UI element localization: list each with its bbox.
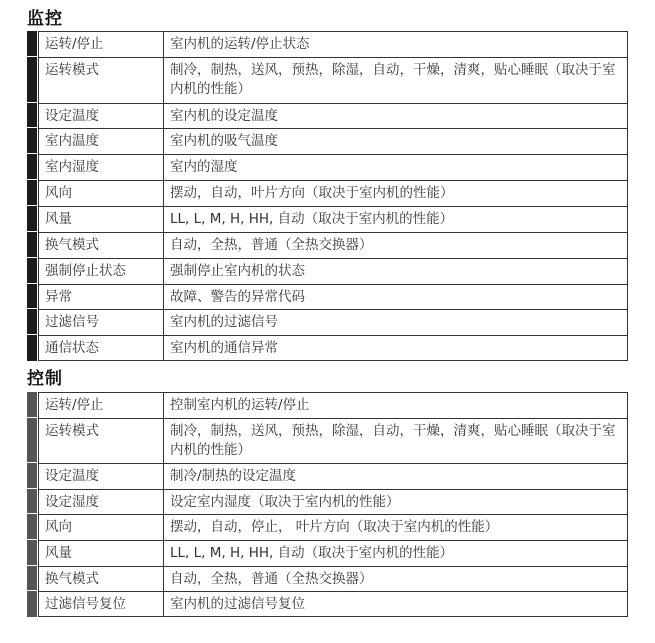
row-marker-strip bbox=[27, 206, 37, 232]
table-row bbox=[27, 103, 628, 128]
row-value: 摆动，自动，叶片方向（取决于室内机的性能） bbox=[163, 180, 628, 206]
row-value: 控制室内机的运转/停止 bbox=[163, 392, 628, 418]
row-key: 运转/停止 bbox=[38, 31, 163, 57]
row-marker-strip bbox=[27, 57, 37, 103]
table-row bbox=[27, 154, 628, 180]
row-value: 自动，全热，普通（全热交换器） bbox=[163, 566, 628, 591]
table-row bbox=[27, 206, 628, 232]
row-marker-strip bbox=[27, 180, 37, 206]
row-key: 风量 bbox=[38, 540, 163, 566]
row-key: 设定温度 bbox=[38, 103, 163, 128]
row-value: 室内的湿度 bbox=[163, 154, 628, 180]
row-value: 设定室内湿度（取决于室内机的性能） bbox=[163, 489, 628, 514]
row-value: 室内机的吸气温度 bbox=[163, 128, 628, 154]
table-row bbox=[27, 232, 628, 258]
row-value: LL, L, M, H, HH, 自动（取决于室内机的性能） bbox=[163, 206, 628, 232]
row-value: 室内机的通信异常 bbox=[163, 335, 628, 361]
row-key: 设定湿度 bbox=[38, 489, 163, 514]
row-value: 自动，全热，普通（全热交换器） bbox=[163, 232, 628, 258]
row-marker-strip bbox=[27, 103, 37, 128]
row-key: 换气模式 bbox=[38, 566, 163, 591]
row-marker-strip bbox=[27, 540, 37, 566]
table-row bbox=[27, 540, 628, 566]
row-marker-strip bbox=[27, 31, 37, 57]
table-row bbox=[27, 57, 628, 103]
row-value: 室内机的过滤信号复位 bbox=[163, 591, 628, 617]
row-key: 异常 bbox=[38, 284, 163, 309]
row-value: LL, L, M, H, HH, 自动（取决于室内机的性能） bbox=[163, 540, 628, 566]
row-marker-strip bbox=[27, 418, 37, 463]
row-value: 制冷，制热，送风，预热，除湿，自动，干燥，清爽，贴心睡眠（取决于室内机的性能） bbox=[163, 418, 628, 463]
table-row bbox=[27, 418, 628, 463]
table-row bbox=[27, 128, 628, 154]
table-row bbox=[27, 309, 628, 335]
row-marker-strip bbox=[27, 463, 37, 489]
row-marker-strip bbox=[27, 392, 37, 418]
row-marker-strip bbox=[27, 154, 37, 180]
row-marker-strip bbox=[27, 232, 37, 258]
row-key: 室内温度 bbox=[38, 128, 163, 154]
row-value: 制冷，制热，送风，预热，除湿，自动，干燥，清爽，贴心睡眠（取决于室内机的性能） bbox=[163, 57, 628, 103]
row-marker-strip bbox=[27, 591, 37, 617]
row-marker-strip bbox=[27, 489, 37, 514]
table-row bbox=[27, 31, 628, 57]
row-key: 设定温度 bbox=[38, 463, 163, 489]
row-key: 室内湿度 bbox=[38, 154, 163, 180]
table-row bbox=[27, 392, 628, 418]
table-row bbox=[27, 566, 628, 591]
table-row bbox=[27, 514, 628, 540]
row-key: 风向 bbox=[38, 180, 163, 206]
row-key: 运转模式 bbox=[38, 57, 163, 103]
row-key: 强制停止状态 bbox=[38, 258, 163, 284]
table-row bbox=[27, 180, 628, 206]
table-row bbox=[27, 591, 628, 617]
row-key: 运转/停止 bbox=[38, 392, 163, 418]
row-marker-strip bbox=[27, 566, 37, 591]
row-marker-strip bbox=[27, 335, 37, 361]
table-row bbox=[27, 258, 628, 284]
table-row bbox=[27, 463, 628, 489]
monitor-table bbox=[27, 31, 628, 361]
row-marker-strip bbox=[27, 309, 37, 335]
row-key: 通信状态 bbox=[38, 335, 163, 361]
row-marker-strip bbox=[27, 128, 37, 154]
row-value: 室内机的设定温度 bbox=[163, 103, 628, 128]
row-marker-strip bbox=[27, 258, 37, 284]
row-key: 风向 bbox=[38, 514, 163, 540]
row-key: 风量 bbox=[38, 206, 163, 232]
row-key: 过滤信号 bbox=[38, 309, 163, 335]
row-value: 制冷/制热的设定温度 bbox=[163, 463, 628, 489]
row-value: 强制停止室内机的状态 bbox=[163, 258, 628, 284]
table-row bbox=[27, 335, 628, 361]
row-key: 过滤信号复位 bbox=[38, 591, 163, 617]
control-table bbox=[27, 392, 628, 617]
table-row bbox=[27, 489, 628, 514]
row-value: 摆动，自动，停止， 叶片方向（取决于室内机的性能） bbox=[163, 514, 628, 540]
row-value: 室内机的运转/停止状态 bbox=[163, 31, 628, 57]
row-key: 运转模式 bbox=[38, 418, 163, 463]
monitor-section-title: 监控 bbox=[27, 9, 63, 29]
row-key: 换气模式 bbox=[38, 232, 163, 258]
row-marker-strip bbox=[27, 514, 37, 540]
row-value: 故障、警告的异常代码 bbox=[163, 284, 628, 309]
table-row bbox=[27, 284, 628, 309]
row-marker-strip bbox=[27, 284, 37, 309]
row-value: 室内机的过滤信号 bbox=[163, 309, 628, 335]
control-section-title: 控制 bbox=[27, 369, 63, 389]
